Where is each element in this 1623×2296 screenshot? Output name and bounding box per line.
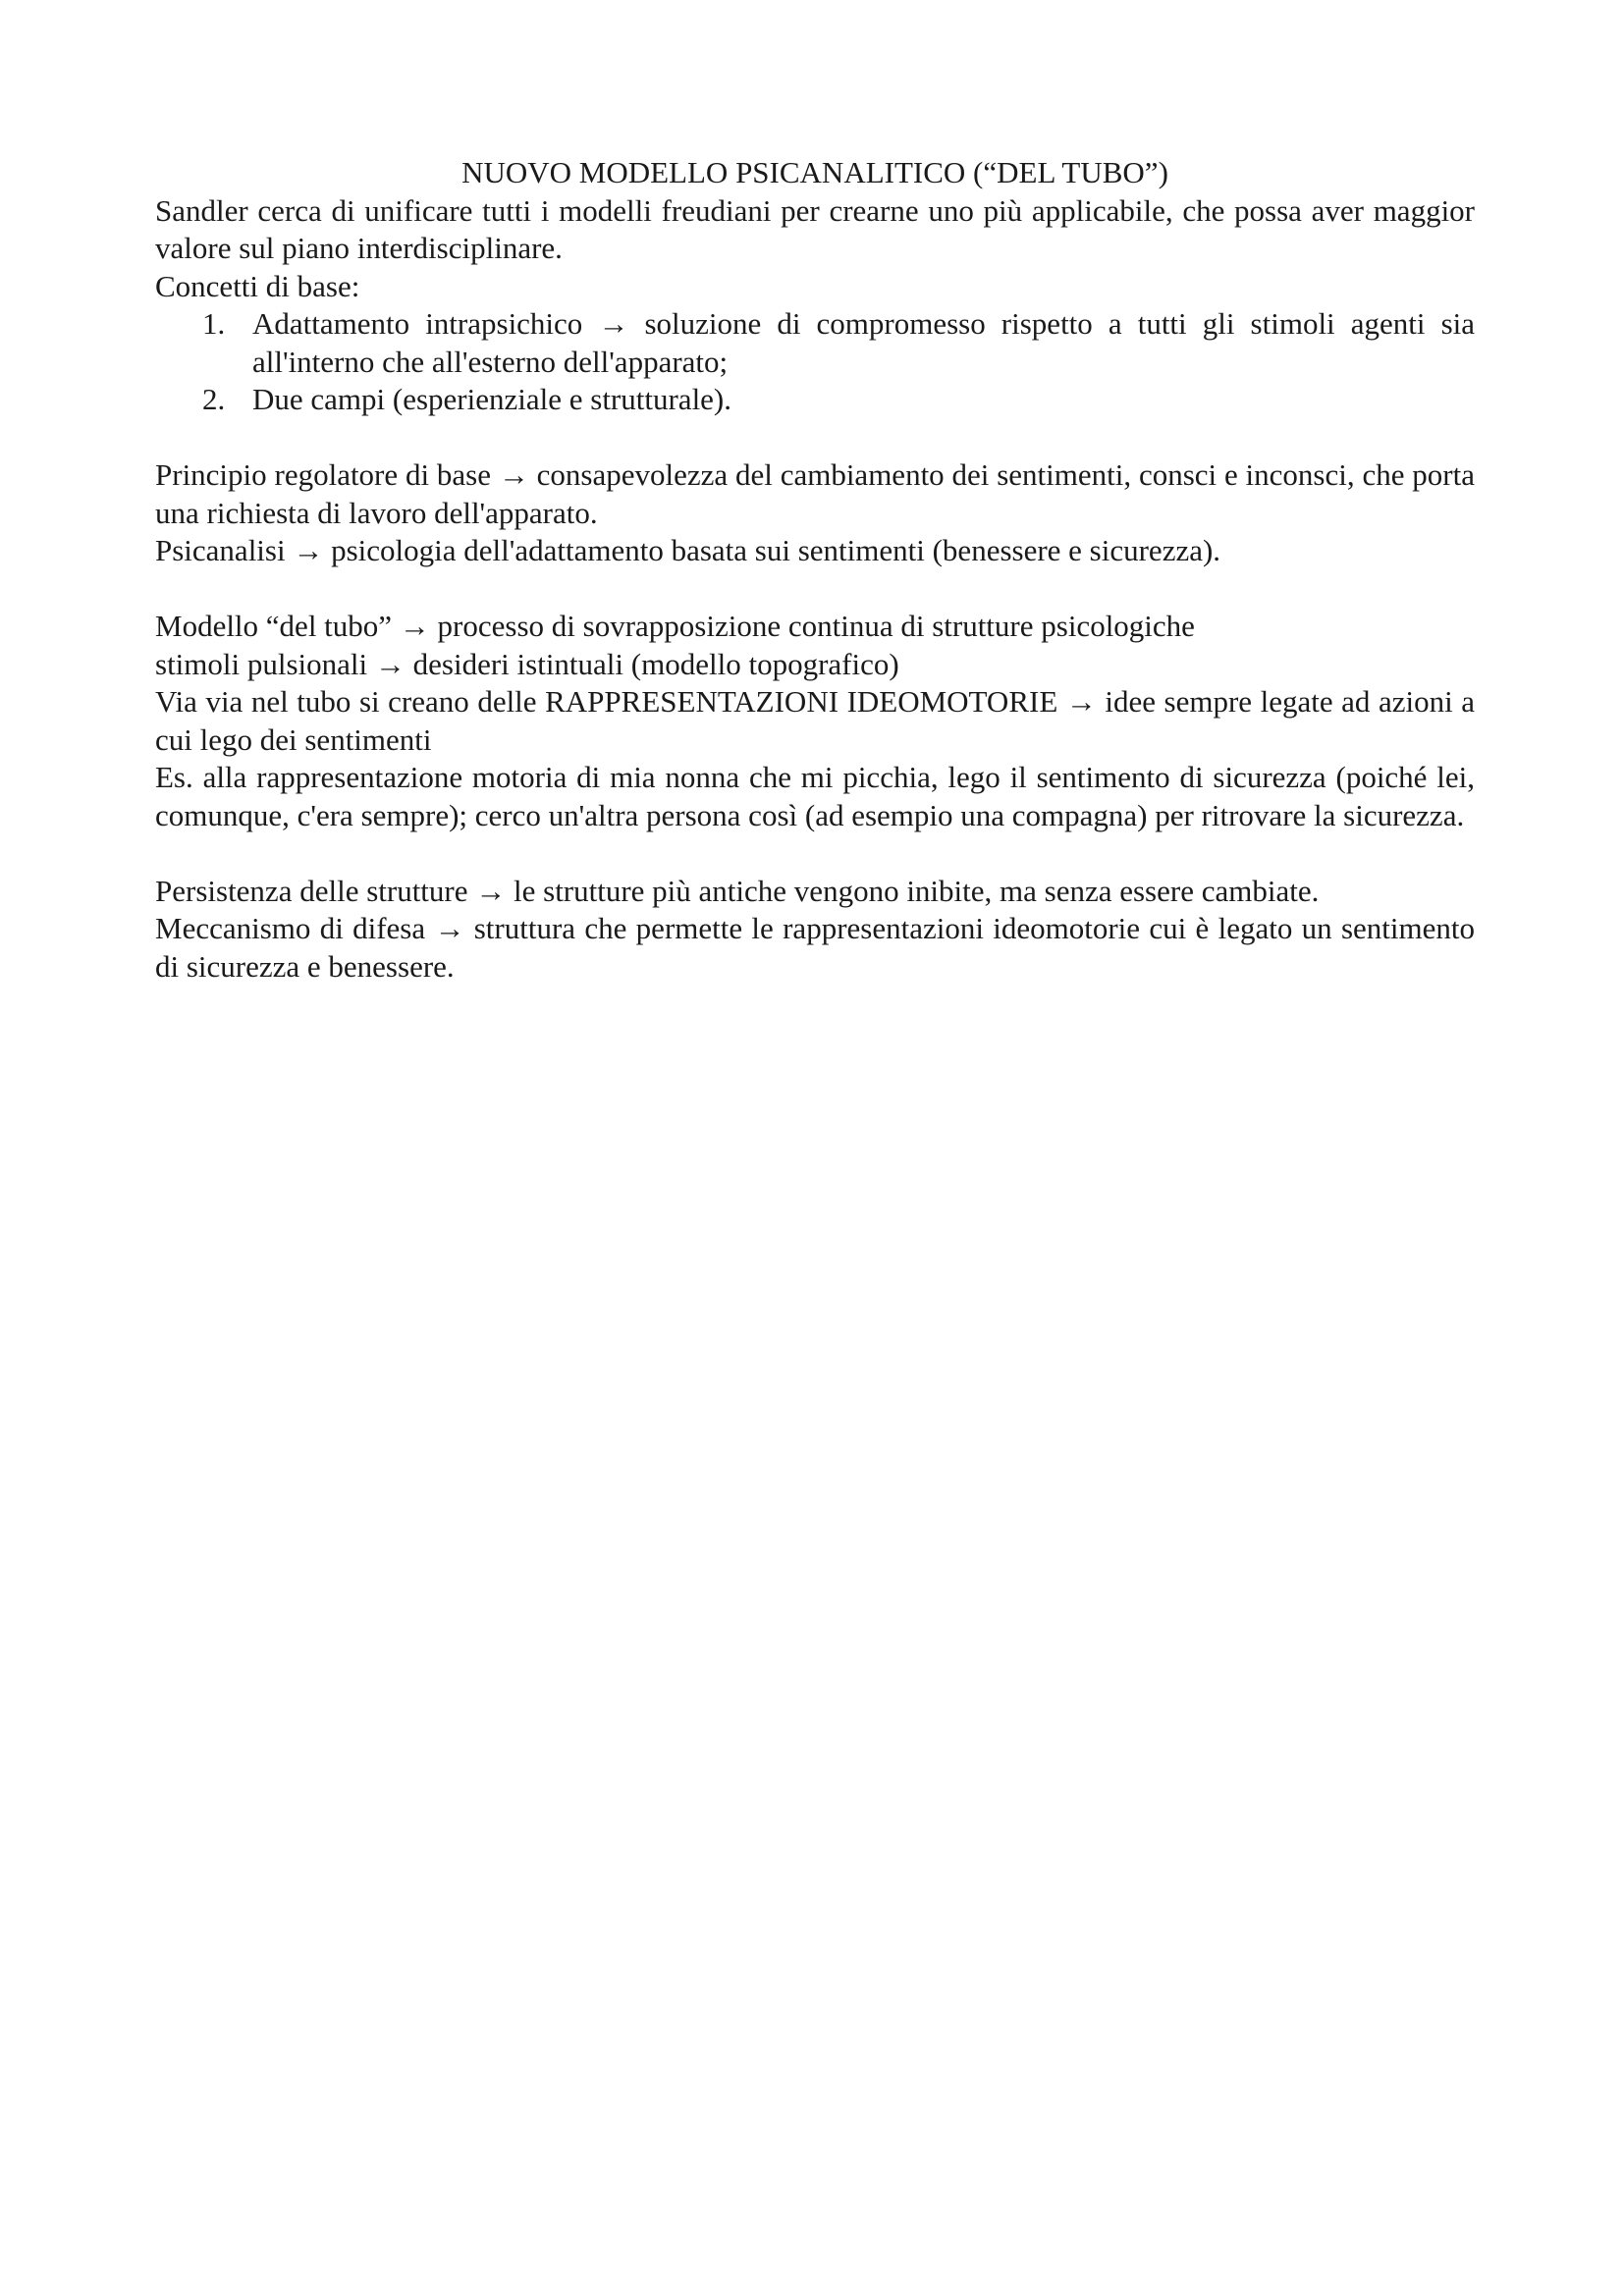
spacer [155, 570, 1475, 609]
list-item [155, 305, 1475, 381]
list-item [155, 381, 1475, 419]
psychoanalysis-paragraph: Psicanalisi → psicologia dell'adattamento basata sui sentimenti (benessere e sicurezza). [155, 533, 1221, 567]
spacer [155, 419, 1475, 457]
example-paragraph: Es. alla rappresentazione motoria di mia nonna che mi picchia, lego il sentimento di sicurezza (poiché lei, comunque, c'era sempre); cerco un'altra persona così (ad esempio una compagna) per ritrovare la sicurezza. [155, 760, 1475, 832]
intro-paragraph: Sandler cerca di unificare tutti i modelli freudiani per crearne uno più applicabile, che possa aver maggior valore sul piano interdisciplinare. [155, 192, 1475, 265]
tube-model-paragraph: Modello “del tubo” → processo di sovrapposizione continua di strutture psicologiche [155, 609, 1195, 643]
page-title: NUOVO MODELLO PSICANALITICO (“DEL TUBO”) [461, 155, 1168, 189]
representations-paragraph: Via via nel tubo si creano delle RAPPRESENTAZIONI IDEOMOTORIE → idee sempre legate ad azioni a cui lego dei sentimenti [155, 684, 1475, 757]
list-item-number: 1. [202, 306, 226, 341]
concepts-heading: Concetti di base: [155, 268, 360, 303]
list-item-number: 2. [202, 382, 226, 416]
list-item-text: Adattamento intrapsichico → soluzione di compromesso rispetto a tutti gli stimoli agenti sia all'interno che all'esterno dell'apparato; [252, 306, 1475, 379]
defense-paragraph: Meccanismo di difesa → struttura che permette le rappresentazioni ideomotorie cui è legato un sentimento di sicurezza e benessere. [155, 911, 1475, 984]
concepts-list [155, 305, 1475, 419]
principle-paragraph: Principio regolatore di base → consapevolezza del cambiamento dei sentimenti, consci e inconsci, che porta una richiesta di lavoro dell'apparato. [155, 457, 1475, 530]
spacer [155, 834, 1475, 873]
drive-stimuli-paragraph: stimoli pulsionali → desideri istintuali (modello topografico) [155, 646, 899, 681]
persistence-paragraph: Persistenza delle strutture → le strutture più antiche vengono inibite, ma senza essere cambiate. [155, 873, 1320, 908]
list-item-text: Due campi (esperienziale e strutturale). [252, 382, 732, 416]
document-page [155, 154, 1475, 986]
